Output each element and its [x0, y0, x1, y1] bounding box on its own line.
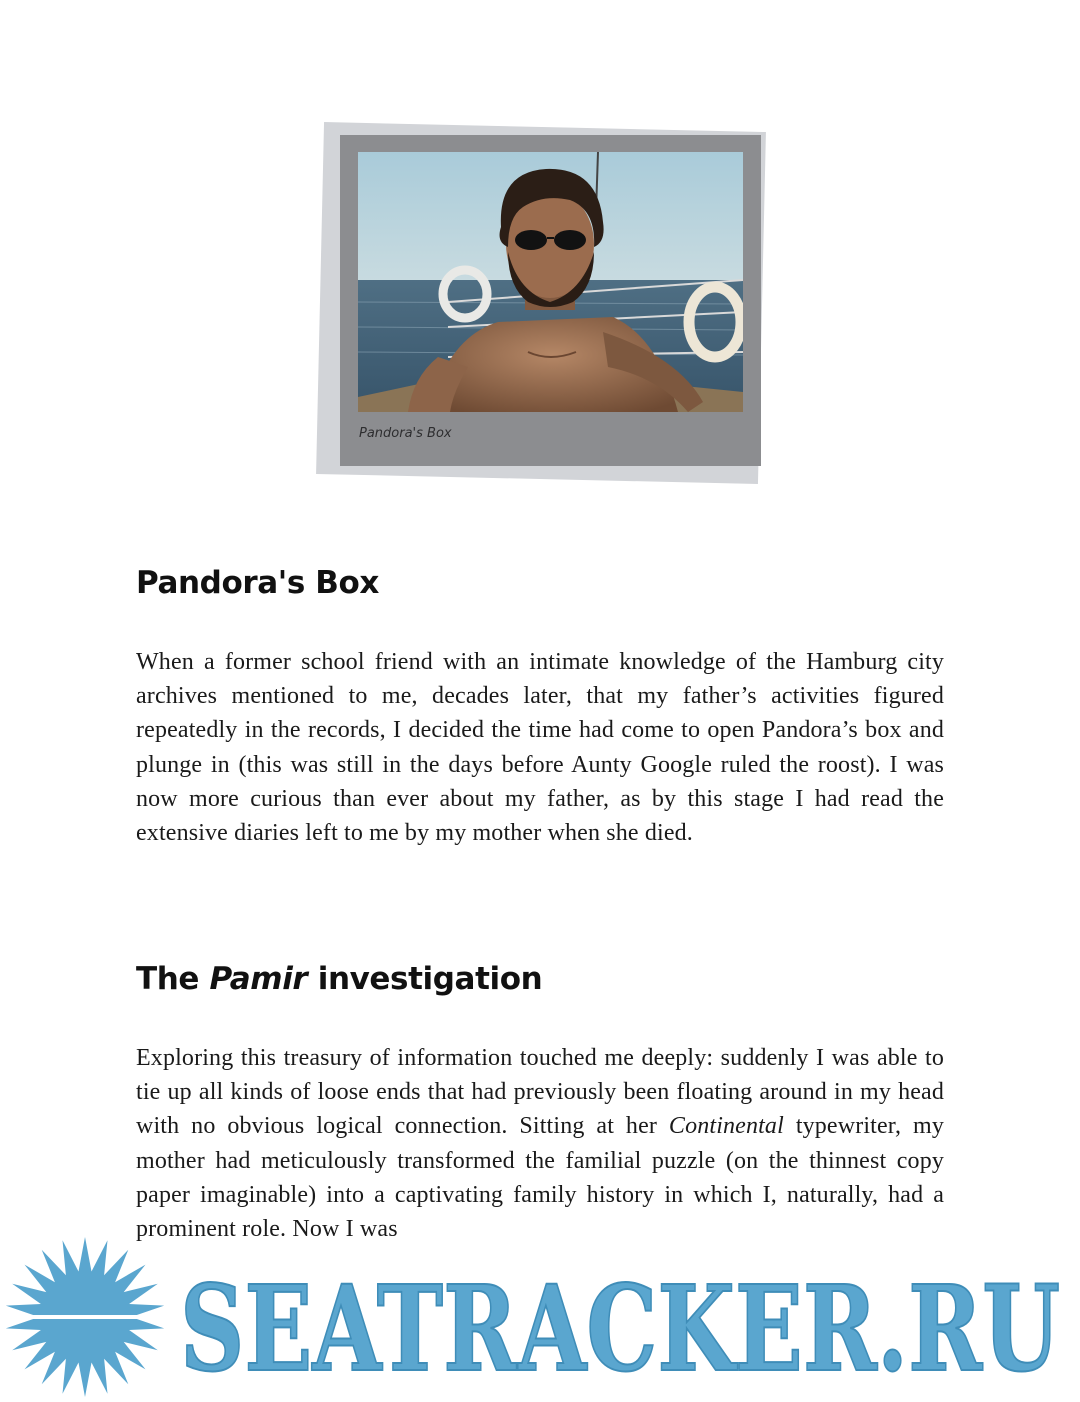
paragraph-part1: Exploring this treasury of information touched me deeply: suddenly I was able to tie up all kinds of loose ends that had previously been floating around in my head with no obvious logical connection. Sitting at her	[136, 1045, 944, 1140]
photo-caption: Pandora's Box	[359, 426, 452, 441]
heading-prefix: The	[136, 961, 200, 997]
watermark-text: SEATRACKER.RU	[180, 1259, 1060, 1397]
paragraph-typewriter-brand: Continental	[668, 1113, 784, 1140]
section-heading-pamir-investigation	[136, 961, 542, 997]
watermark	[0, 1235, 1080, 1397]
photo-card	[340, 135, 761, 466]
paragraph-pamir-investigation	[136, 1041, 944, 1246]
paragraph-part2: typewriter, my mother had meticulously transformed the familial puzzle (on the thinnest copy paper imaginable) into a captivating family history in which I, naturally, had a prominent role. Now I was	[136, 1113, 944, 1243]
heading-suffix: investigation	[317, 961, 543, 997]
sailor-photo	[358, 152, 743, 412]
heading-ship-name: Pamir	[209, 961, 308, 997]
section-heading-pandoras-box: Pandora's Box	[136, 565, 380, 601]
sun-logo-icon	[0, 1237, 170, 1397]
paragraph-pandoras-box: When a former school friend with an intimate knowledge of the Hamburg city archives mentioned to me, decades later, that my father’s activities figured repeatedly in the records, I decided the time had come to open Pandora’s box and plunge in (this was still in the days before Aunty Google ruled the roost). I was now more curious than ever about my father, as by this stage I had read the extensive diaries left to me by my mother when she died.	[136, 649, 944, 847]
